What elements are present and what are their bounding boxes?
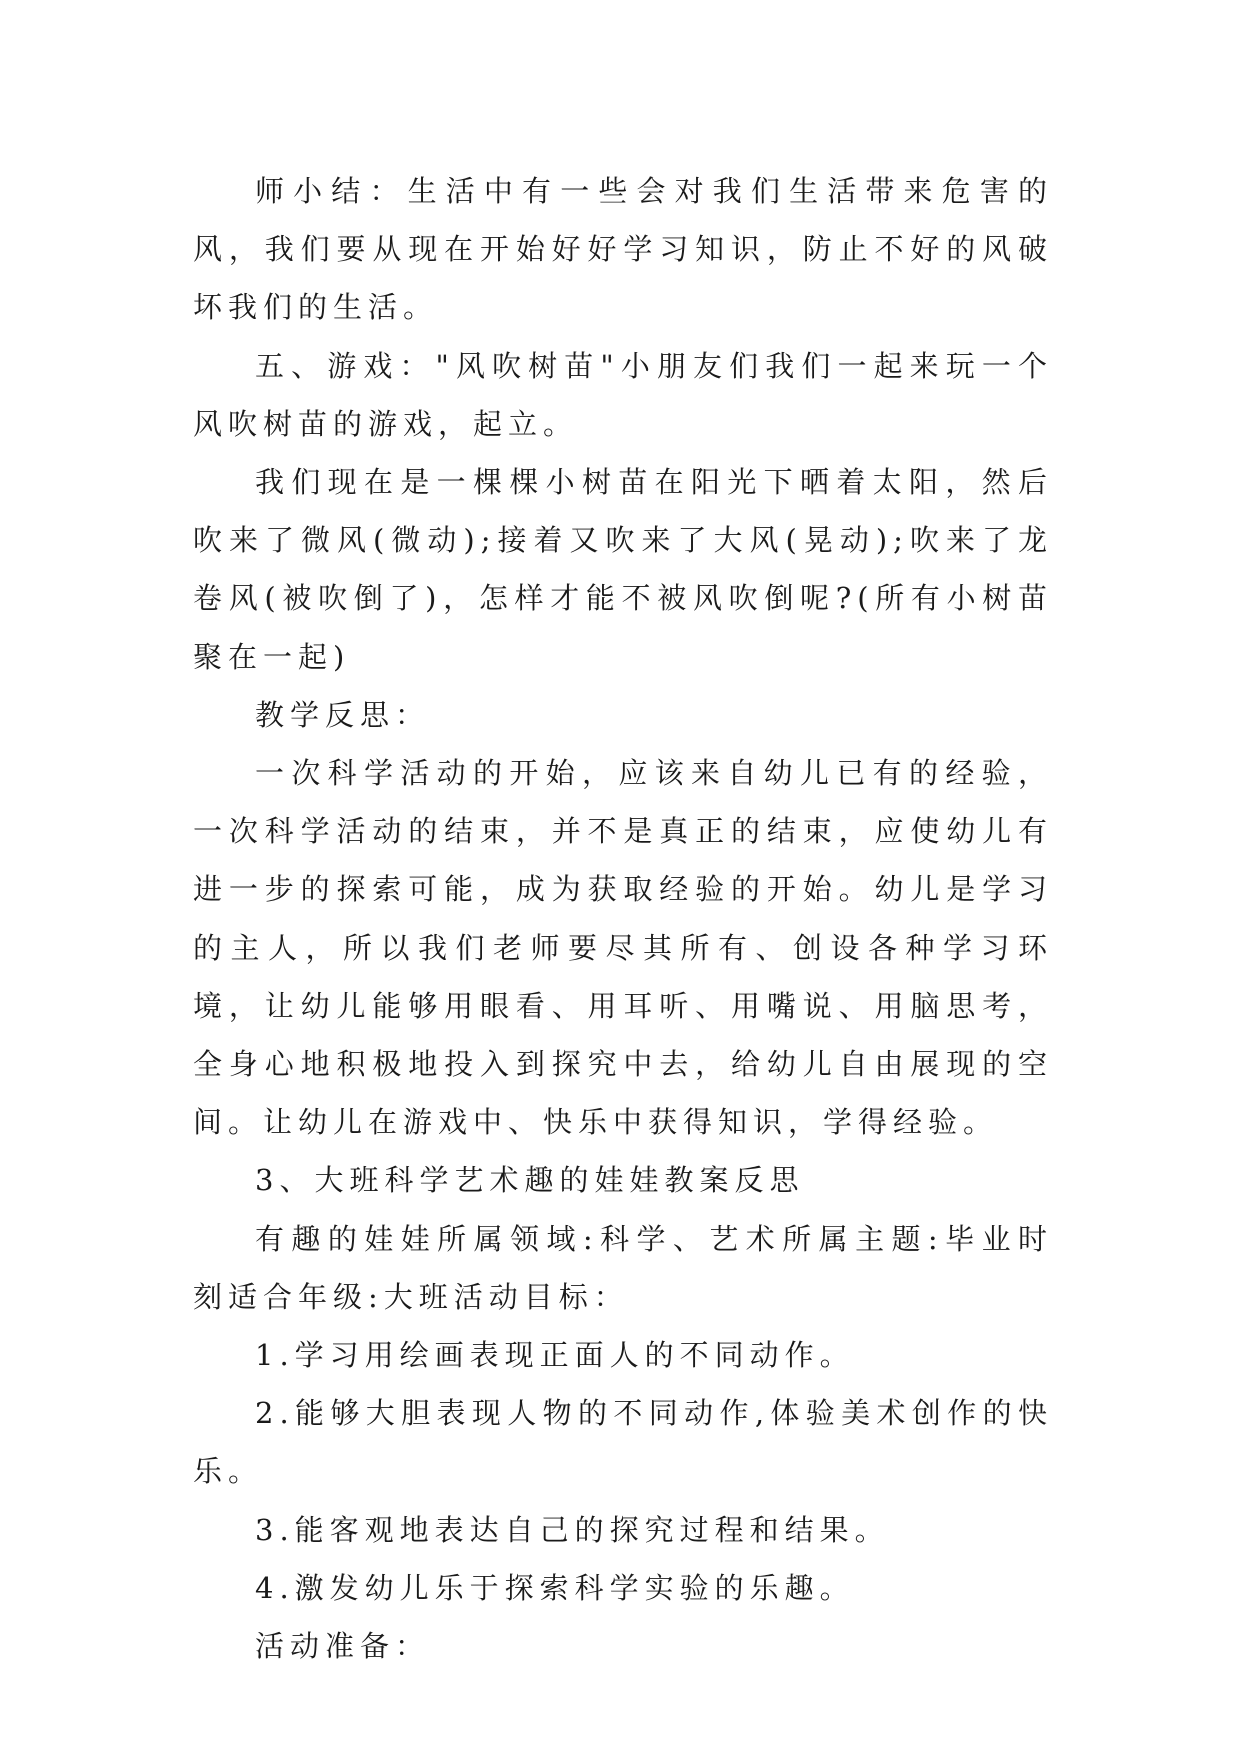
paragraph-game-steps: 我们现在是一棵棵小树苗在阳光下晒着太阳，然后吹来了微风(微动);接着又吹来了大风(晃动);吹来了龙卷风(被吹倒了)，怎样才能不被风吹倒呢?(所有小树苗聚在一起) bbox=[193, 465, 1053, 674]
paragraph-game-intro: 五、游戏："风吹树苗"小朋友们我们一起来玩一个风吹树苗的游戏，起立。 bbox=[193, 348, 1053, 441]
list-item-goal-1: 1.学习用绘画表现正面人的不同动作。 bbox=[255, 1338, 855, 1373]
list-item-goal-4: 4.激发幼儿乐于探索科学实验的乐趣。 bbox=[255, 1570, 855, 1605]
document-body bbox=[193, 162, 1053, 1675]
heading-activity-preparation: 活动准备： bbox=[255, 1629, 431, 1664]
heading-teaching-reflection: 教学反思： bbox=[255, 697, 431, 732]
paragraph-teacher-summary: 师小结：生活中有一些会对我们生活带来危害的风，我们要从现在开始好好学习知识，防止不好的风破坏我们的生活。 bbox=[193, 174, 1053, 325]
list-item-goal-2: 2.能够大胆表现人物的不同动作,体验美术创作的快乐。 bbox=[193, 1396, 1053, 1489]
heading-section-3: 3、大班科学艺术趣的娃娃教案反思 bbox=[255, 1163, 805, 1198]
paragraph-activity-meta: 有趣的娃娃所属领域:科学、艺术所属主题:毕业时刻适合年级:大班活动目标： bbox=[193, 1221, 1053, 1314]
list-item-goal-3: 3.能客观地表达自己的探究过程和结果。 bbox=[255, 1512, 890, 1547]
paragraph-reflection-body: 一次科学活动的开始，应该来自幼儿已有的经验，一次科学活动的结束，并不是真正的结束，应使幼儿有进一步的探索可能，成为获取经验的开始。幼儿是学习的主人，所以我们老师要尽其所有、创设各种学习环境，让幼儿能够用眼看、用耳听、用嘴说、用脑思考，全身心地积极地投入到探究中去，给幼儿自由展现的空间。让幼儿在游戏中、快乐中获得知识，学得经验。 bbox=[193, 756, 1053, 1140]
